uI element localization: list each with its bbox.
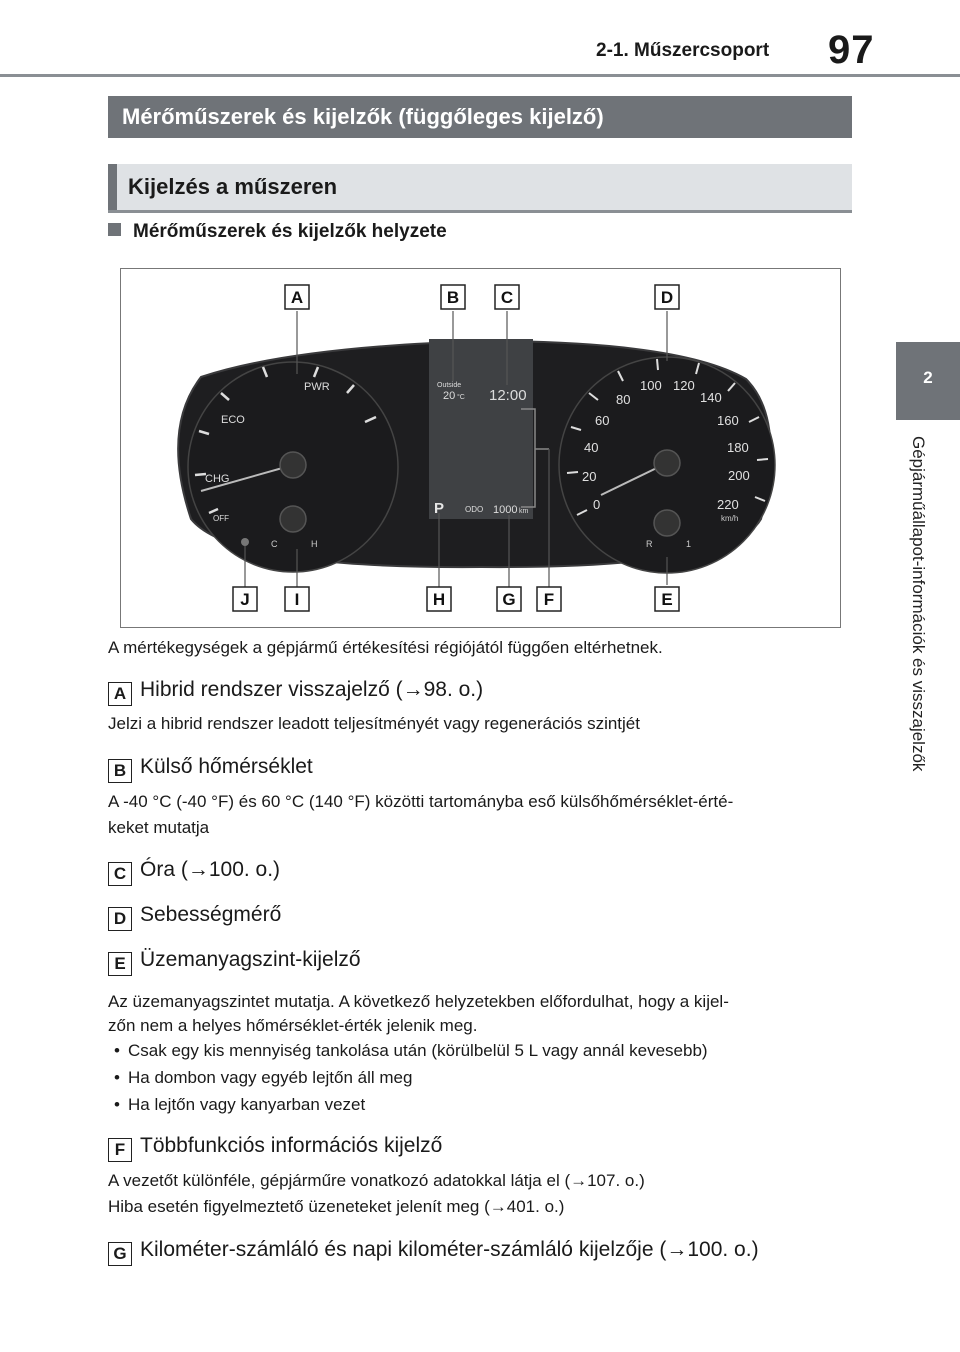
bullet-text: Ha lejtőn vagy kanyarban vezet: [128, 1095, 366, 1114]
item-b-desc-1: A -40 °C (-40 °F) és 60 °C (140 °F) közötti tartományba eső külsőhőmérséklet-érté-: [108, 792, 734, 811]
label-e: E: [661, 590, 673, 609]
speed-200: 200: [728, 468, 750, 483]
gear-indicator: P: [434, 500, 445, 517]
chg-label: CHG: [205, 473, 230, 485]
item-d-label: D: [108, 907, 132, 931]
cluster-illustration: [121, 269, 840, 627]
bullet-dot: •: [114, 1041, 120, 1060]
speed-100: 100: [640, 378, 662, 393]
item-b-desc-2: keket mutatja: [108, 818, 210, 837]
chapter-title-vertical: Gépjárműállapot-információk és visszajelzők: [909, 436, 928, 772]
item-f: [108, 1134, 442, 1162]
eco-label: ECO: [221, 414, 245, 426]
temp-c-label: C: [271, 539, 278, 549]
fuel-1-label: 1: [686, 539, 692, 549]
item-e: [108, 948, 361, 976]
item-e-title: Üzemanyagszint-kijelző: [140, 948, 361, 971]
square-bullet-icon: [108, 223, 121, 236]
item-e-desc-1: Az üzemanyagszintet mutatja. A következő helyzetekben előfordulhat, hogy a kijel-: [108, 992, 729, 1011]
speed-60: 60: [595, 413, 610, 428]
item-a: [108, 678, 483, 706]
off-label: OFF: [213, 514, 229, 523]
label-h: H: [432, 590, 446, 609]
item-e-label: E: [108, 952, 132, 976]
page-number: 97: [828, 28, 875, 72]
item-a-label: A: [108, 682, 132, 706]
fuel-hub: [654, 510, 680, 536]
item-c-title: Óra (→100. o.): [140, 858, 281, 881]
speed-140: 140: [700, 390, 722, 405]
speed-40: 40: [584, 440, 599, 455]
item-e-bullet-2: [108, 1068, 412, 1088]
speed-160: 160: [717, 413, 739, 428]
speed-0: 0: [593, 497, 601, 512]
speed-unit: km/h: [721, 514, 739, 523]
bullet-dot: •: [114, 1068, 120, 1087]
item-c-label: C: [108, 862, 132, 886]
speed-hub: [654, 450, 680, 476]
speed-20: 20: [582, 469, 597, 484]
figure-caption: A mértékegységek a gépjármű értékesítési régiójától függően eltérhetnek.: [108, 638, 663, 657]
subsection-heading-text: Kijelzés a műszeren: [128, 174, 338, 199]
label-d: D: [660, 288, 674, 307]
speed-120: 120: [673, 378, 695, 393]
running-header: 2-1. Műszercsoport: [596, 40, 770, 61]
item-f-title: Többfunkciós információs kijelző: [140, 1134, 443, 1157]
hybrid-hub: [280, 452, 306, 478]
speed-220: 220: [717, 497, 739, 512]
item-g: [108, 1238, 759, 1266]
item-g-label: G: [108, 1242, 132, 1266]
item-b: [108, 755, 313, 783]
item-f-label: F: [108, 1138, 132, 1162]
item-b-label: B: [108, 759, 132, 783]
indicator-lamp: [241, 538, 249, 546]
item-e-desc-2: zőn nem a helyes hőmérséklet-érték jelenik meg.: [108, 1016, 478, 1035]
item-b-title: Külső hőmérséklet: [140, 755, 313, 778]
instrument-cluster-figure: [120, 268, 841, 628]
topic-heading: [108, 221, 447, 243]
outside-temp: 20: [443, 390, 456, 402]
odo-value: 1000: [493, 504, 518, 516]
topic-heading-text: Mérőműszerek és kijelzők helyzete: [133, 221, 447, 242]
coolant-hub: [280, 506, 306, 532]
odo-unit: km: [519, 508, 529, 515]
label-i: I: [294, 590, 300, 609]
label-g: G: [502, 590, 516, 609]
item-a-desc: Jelzi a hibrid rendszer leadott teljesítményét vagy regenerációs szintjét: [108, 714, 640, 733]
item-f-desc-1: A vezetőt különféle, gépjárműre vonatkozó adatokkal látja el (→107. o.): [108, 1171, 645, 1190]
center-display: [429, 339, 533, 519]
header-divider: [0, 74, 960, 77]
label-f: F: [543, 590, 555, 609]
odo-label: ODO: [465, 505, 484, 514]
speed-80: 80: [616, 392, 631, 407]
item-a-title: Hibrid rendszer visszajelző (→98. o.): [140, 678, 484, 701]
label-b: B: [446, 288, 460, 307]
item-d: [108, 903, 281, 931]
chapter-tab: [896, 342, 960, 420]
item-f-desc-2: Hiba esetén figyelmeztető üzeneteket jelenít meg (→401. o.): [108, 1197, 565, 1216]
subsection-bar: [108, 164, 117, 210]
clock-display: 12:00: [489, 387, 527, 404]
bullet-dot: •: [114, 1095, 120, 1114]
item-e-bullet-3: [108, 1095, 365, 1115]
outside-label: Outside: [437, 382, 462, 389]
label-a: A: [290, 288, 304, 307]
item-c: [108, 858, 280, 886]
pwr-label: PWR: [304, 381, 330, 393]
label-c: C: [500, 288, 514, 307]
temp-h-label: H: [311, 539, 318, 549]
item-g-title: Kilométer-számláló és napi kilométer-számláló kijelzője (→100. o.): [140, 1238, 759, 1261]
section-heading: [108, 96, 852, 138]
fuel-r-label: R: [646, 539, 653, 549]
item-e-bullet-1: [108, 1041, 708, 1061]
item-d-title: Sebességmérő: [140, 903, 282, 926]
speed-180: 180: [727, 440, 749, 455]
subsection-heading: [108, 164, 852, 213]
bullet-text: Ha dombon vagy egyéb lejtőn áll meg: [128, 1068, 413, 1087]
chapter-number: 2: [923, 368, 933, 387]
outside-temp-unit: °C: [457, 394, 465, 401]
bullet-text: Csak egy kis mennyiség tankolása után (körülbelül 5 L vagy annál kevesebb): [128, 1041, 708, 1060]
section-heading-text: Mérőműszerek és kijelzők (függőleges kijelző): [122, 104, 604, 129]
label-j: J: [240, 590, 250, 609]
